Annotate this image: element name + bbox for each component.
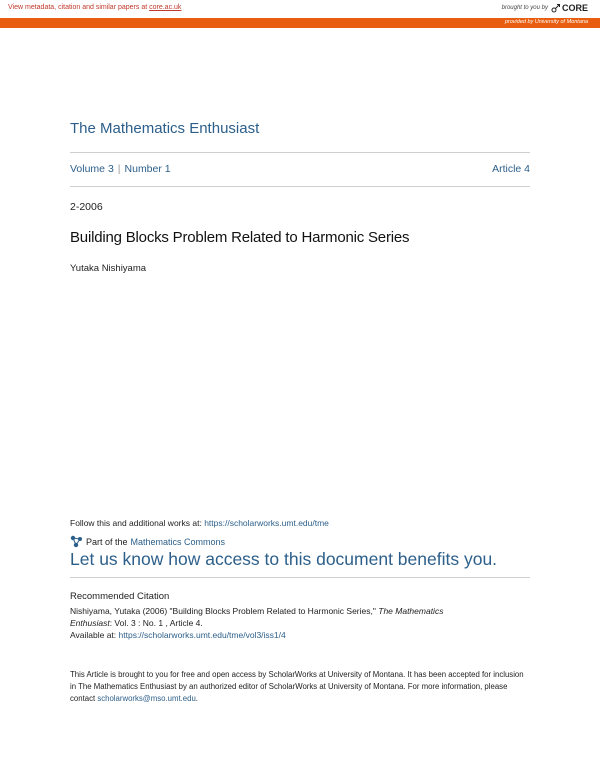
core-metadata-text [8, 4, 181, 11]
volume-separator: | [117, 163, 121, 175]
mathematics-commons-link[interactable]: Mathematics Commons [130, 536, 226, 547]
core-icon [551, 3, 561, 13]
volume-row [70, 163, 530, 175]
recommended-citation [70, 591, 530, 641]
journal-title[interactable]: The Mathematics Enthusiast [70, 120, 260, 137]
access-text: This Article is brought to you for free and open access by ScholarWorks at University of Montana. It has been accepted for inclusion in The Mathematics Enthusiast by an authorized editor of ScholarWorks at University of Montana. For more information, please contact [70, 670, 524, 703]
available-url-link[interactable]: https://scholarworks.umt.edu/tme/vol3/iss1/4 [118, 630, 286, 640]
citation-line-2 [70, 617, 530, 629]
contact-email-link[interactable]: scholarworks@mso.umt.edu [97, 694, 196, 703]
benefits-link[interactable]: Let us know how access to this document benefits you. [70, 549, 498, 569]
citation-line-3 [70, 629, 530, 641]
volume-link[interactable]: Volume 3 [70, 163, 114, 175]
brought-by-label: brought to you by [501, 5, 548, 11]
citation-journal-2: Enthusiast [70, 618, 110, 628]
provided-by: provided by University of Montana [504, 19, 588, 25]
citation-volume: : Vol. 3 : No. 1 , Article 4. [109, 618, 203, 628]
article-link[interactable]: Article 4 [492, 163, 530, 175]
number-link[interactable]: Number 1 [124, 163, 171, 175]
core-link[interactable]: core.ac.uk [149, 4, 182, 11]
network-icon [70, 535, 83, 548]
follow-label: Follow this and additional works at: [70, 518, 205, 528]
citation-journal-1: The Mathematics [378, 606, 444, 616]
citation-heading: Recommended Citation [70, 591, 170, 602]
citation-line-1 [70, 605, 530, 617]
follow-url-link[interactable]: https://scholarworks.umt.edu/tme [204, 518, 329, 528]
core-orange-bar [0, 18, 600, 28]
access-statement [70, 669, 530, 705]
divider [70, 152, 530, 153]
brought-by [502, 3, 588, 13]
core-metadata-label: View metadata, citation and similar papers at [8, 4, 150, 11]
divider [70, 186, 530, 187]
part-of-label: Part of the [86, 536, 128, 547]
author-name: Yutaka Nishiyama [70, 263, 147, 274]
core-logo-text: CORE [561, 3, 588, 13]
article-title: Building Blocks Problem Related to Harmonic Series [70, 229, 410, 246]
core-logo[interactable] [551, 3, 588, 13]
access-end: . [195, 694, 198, 703]
available-label: Available at: [70, 630, 119, 640]
core-banner [0, 0, 600, 18]
citation-text: Nishiyama, Yutaka (2006) "Building Blocks Problem Related to Harmonic Series," [70, 606, 379, 616]
divider [70, 577, 530, 578]
follow-line [70, 518, 329, 528]
commons-line [70, 535, 225, 548]
publication-date: 2-2006 [70, 201, 103, 213]
